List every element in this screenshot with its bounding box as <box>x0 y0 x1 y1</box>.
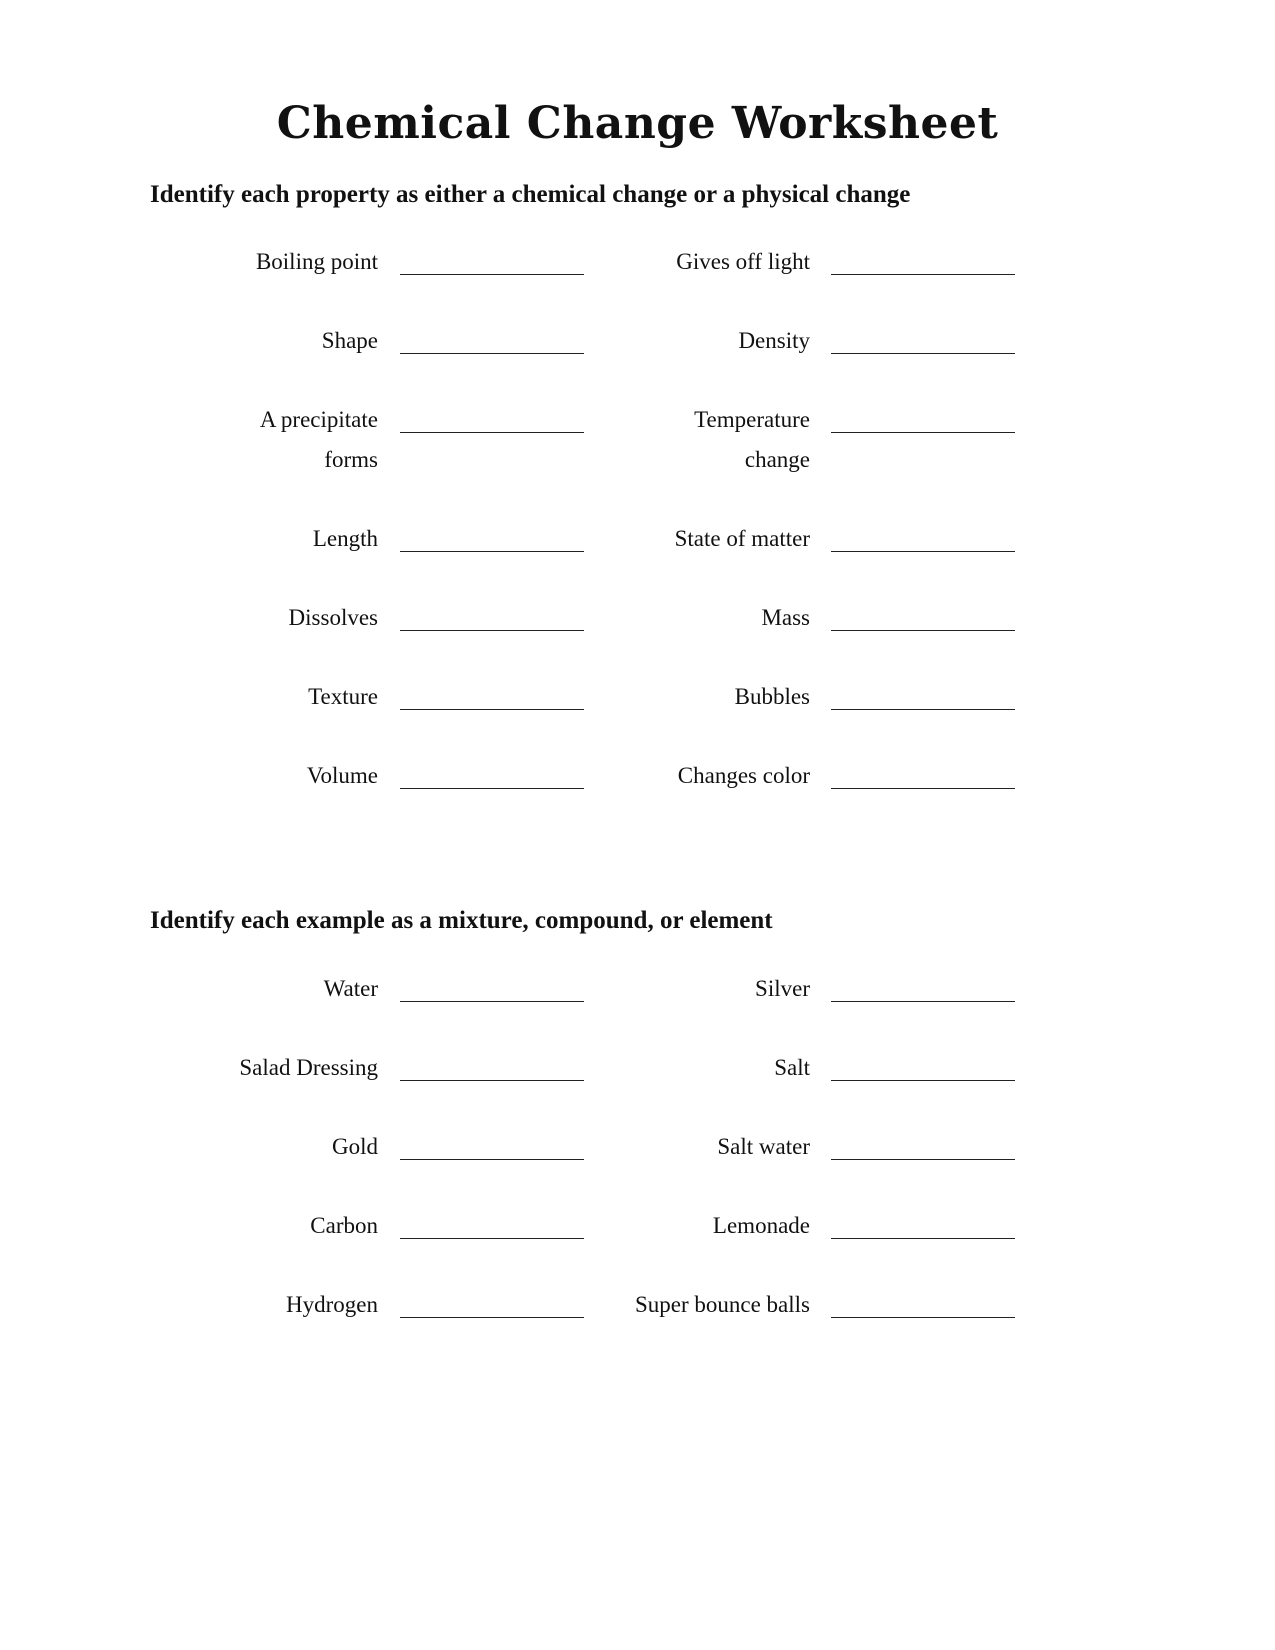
answer-blank[interactable] <box>831 274 1015 275</box>
answer-blank[interactable] <box>831 709 1015 710</box>
example-label-salt: Salt <box>774 1055 810 1080</box>
example-label-gold: Gold <box>332 1134 378 1159</box>
section-2-heading: Identify each example as a mixture, compound, or element <box>150 907 773 934</box>
example-label-hydrogen: Hydrogen <box>286 1292 378 1317</box>
answer-blank[interactable] <box>831 551 1015 552</box>
answer-blank[interactable] <box>831 432 1015 433</box>
answer-blank[interactable] <box>831 630 1015 631</box>
example-label-super-bounce-balls: Super bounce balls <box>634 1292 810 1317</box>
property-label-length: Length <box>312 526 378 551</box>
property-label-bubbles: Bubbles <box>734 684 810 709</box>
example-label-water: Water <box>323 976 378 1001</box>
example-label-carbon: Carbon <box>310 1213 378 1238</box>
property-label-temperature-line2: change <box>744 447 810 472</box>
example-label-salt-water: Salt water <box>717 1134 810 1159</box>
example-label-lemonade: Lemonade <box>712 1213 810 1238</box>
property-label-changes-color: Changes color <box>677 763 810 788</box>
answer-blank[interactable] <box>831 1317 1015 1318</box>
page-title: Chemical Change Worksheet <box>276 98 999 149</box>
property-label-state-of-matter: State of matter <box>674 526 810 551</box>
property-label-boiling-point: Boiling point <box>255 249 378 274</box>
property-label-shape: Shape <box>321 328 378 353</box>
example-label-silver: Silver <box>755 976 810 1001</box>
answer-blank[interactable] <box>831 1001 1015 1002</box>
answer-blank[interactable] <box>831 788 1015 789</box>
answer-blank[interactable] <box>831 353 1015 354</box>
section-1-heading: Identify each property as either a chemical change or a physical change <box>150 181 911 208</box>
property-label-mass: Mass <box>761 605 810 630</box>
answer-blank[interactable] <box>831 1080 1015 1081</box>
property-label-dissolves: Dissolves <box>288 605 378 630</box>
property-label-precipitate-line2: forms <box>324 447 378 472</box>
answer-blank[interactable] <box>831 1159 1015 1160</box>
property-label-precipitate: A precipitate <box>259 407 378 432</box>
property-label-gives-off-light: Gives off light <box>676 249 810 274</box>
property-label-density: Density <box>738 328 810 353</box>
property-label-texture: Texture <box>308 684 378 709</box>
property-label-volume: Volume <box>306 763 378 788</box>
answer-blank[interactable] <box>831 1238 1015 1239</box>
example-label-salad-dressing: Salad Dressing <box>239 1055 378 1080</box>
property-label-temperature: Temperature <box>694 407 810 432</box>
